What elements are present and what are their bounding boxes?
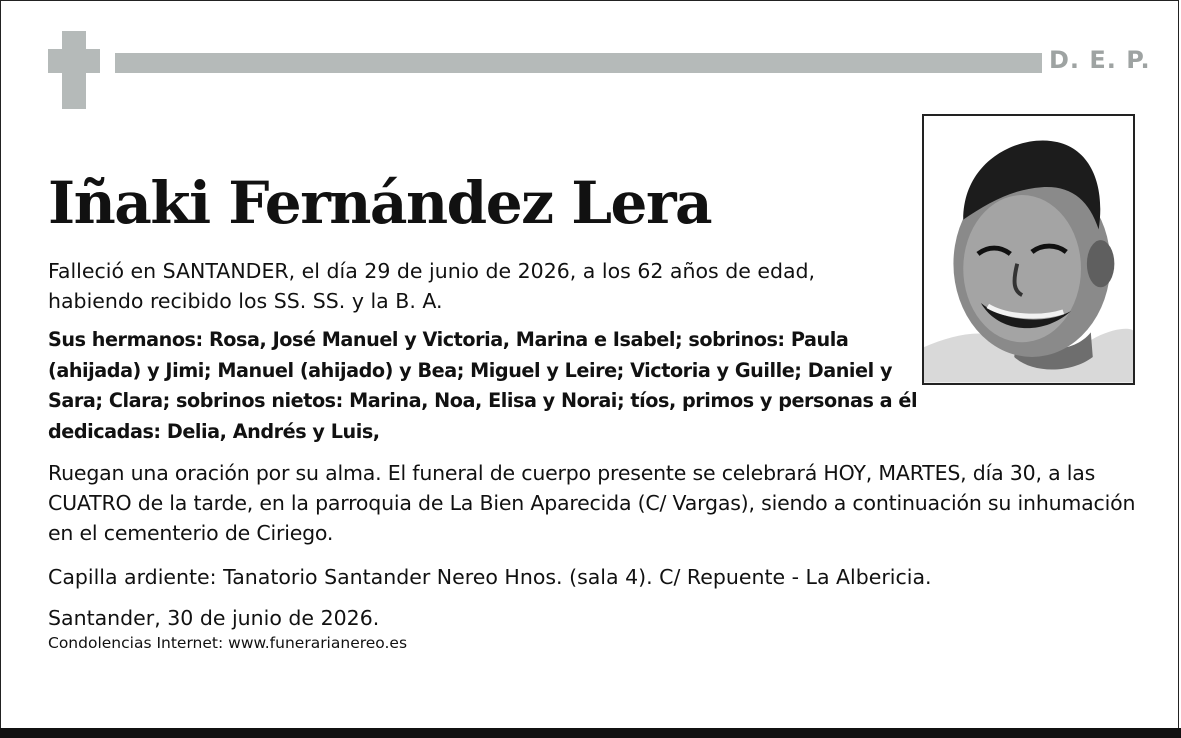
dep-label: D. E. P. <box>1049 46 1151 74</box>
family-text: Sus hermanos: Rosa, José Manuel y Victoria, Marina e Isabel; sobrinos: Paula (ahijada) y Jimi; Manuel (ahijado) y Bea; Miguel y Leire; Victoria y Guille; Daniel y Sara; Clara; sobrinos nietos: Marina, Noa, Elisa y Norai; tíos, primos y personas a él dedicadas: Delia, Andrés y Luis, <box>48 328 918 443</box>
chapel-text: Capilla ardiente: Tanatorio Santander Nereo Hnos. (sala 4). C/ Repuente - La Albericia. <box>48 565 932 589</box>
condolences-text: Condolencias Internet: www.funerarianereo.es <box>48 634 408 652</box>
cross-icon-bar <box>48 49 100 73</box>
deceased-name: Iñaki Fernández Lera <box>48 169 712 237</box>
header-rule <box>115 53 1042 73</box>
funeral-text: Ruegan una oración por su alma. El funeral de cuerpo presente se celebrará HOY, MARTES, día 30, a las CUATRO de la tarde, en la parroquia de La Bien Aparecida (C/ Vargas), siendo a continuación su inhumación en el cementerio de Ciriego. <box>48 461 1136 545</box>
portrait-photo <box>922 114 1135 385</box>
death-notice-text: Falleció en SANTANDER, el día 29 de junio de 2026, a los 62 años de edad, habiendo recibido los SS. SS. y la B. A. <box>48 259 816 313</box>
place-date-text: Santander, 30 de junio de 2026. <box>48 606 380 630</box>
bottom-border <box>0 728 1181 738</box>
